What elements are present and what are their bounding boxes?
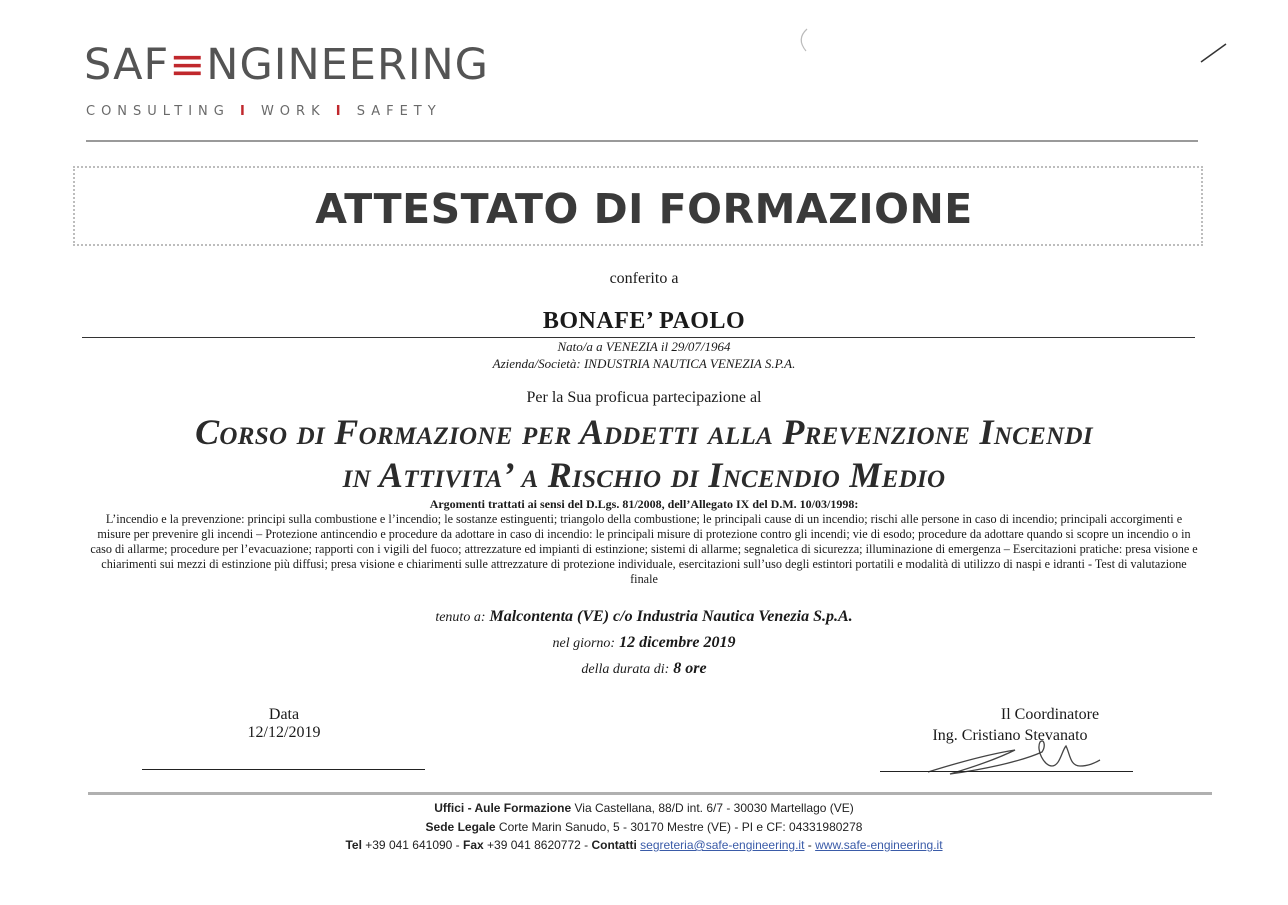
header-divider [86, 140, 1198, 142]
tagline-work: WORK [260, 104, 326, 119]
offices-value: Via Castellana, 88/D int. 6/7 - 30030 Martellago (VE) [574, 801, 854, 815]
tagline-safety: SAFETY [356, 104, 442, 119]
course-day [0, 634, 1288, 652]
recipient-name: BONAFE’ PAOLO [542, 308, 746, 334]
legal-value: Corte Marin Sanudo, 5 - 30170 Mestre (VE) - PI e CF: 04331980278 [498, 820, 863, 834]
contacts-dash: - [807, 838, 812, 852]
logo-tagline [86, 104, 442, 119]
course-title-line2: in Attivita’ a Rischio di Incendio Medio [342, 455, 946, 495]
email-link[interactable]: segreteria@safe-engineering.it [640, 838, 805, 852]
tel-label: Tel [345, 838, 362, 852]
pen-mark [1198, 40, 1230, 66]
name-underline [82, 337, 1195, 338]
duration-label: della durata di: [581, 662, 670, 677]
fax-value: +39 041 8620772 - [487, 838, 589, 852]
conferred-to-text: conferito a [609, 270, 679, 287]
tagline-separator: I [335, 104, 347, 119]
topics-body: L’incendio e la prevenzione: principi sulla combustione e l’incendio; le sostanze estinguenti; triangolo della combustione; le principali cause di un incendio; rischi alle persone in caso di incendio; principali accorgimenti e misure per prevenire gli incendi – Protezione antincendio e procedure da adottare in caso di incendio: le principali misure di protezione contro gli incendi; vie di esodo; procedure da adottare quando si scopre un incendio o in caso di allarme; procedure per l’evacuazione; rapporti con i vigili del fuoco; attrezzature ed impianti di estinzione; sistemi di allarme; segnaletica di sicurezza; illuminazione di emergenza – Esercitazioni pratiche: presa visione e chiarimenti sui mezzi di estinzione più diffusi; presa visione e chiarimenti sulle attrezzature di protezione individuale, esercitazioni sull’uso degli estintori portatili e modalità di utilizzo di naspi e idranti - Test di valutazione finale [90, 512, 1198, 586]
logo-text-part1: SAF [84, 40, 170, 90]
date-signature-line [142, 769, 425, 770]
tel-value: +39 041 641090 - [365, 838, 460, 852]
fax-label: Fax [463, 838, 484, 852]
recipient-company: Azienda/Società: INDUSTRIA NAUTICA VENEZIA S.P.A. [492, 356, 796, 371]
date-value: 12/12/2019 [247, 724, 321, 741]
coordinator-label: Il Coordinatore [1000, 706, 1100, 723]
certificate-title: ATTESTATO DI FORMAZIONE [315, 185, 973, 233]
coordinator-signature-line [880, 771, 1133, 772]
topics-heading: Argomenti trattati ai sensi del D.Lgs. 81/2008, dell’Allegato IX del D.M. 10/03/1998: [429, 497, 859, 511]
participation-text: Per la Sua proficua partecipazione al [526, 389, 762, 406]
website-link[interactable]: www.safe-engineering.it [815, 838, 943, 852]
offices-label: Uffici - Aule Formazione [434, 801, 572, 815]
footer-offices [0, 801, 1288, 815]
tagline-separator: I [239, 104, 251, 119]
held-at [0, 608, 1288, 626]
coordinator-name: Ing. Cristiano Stevanato [932, 727, 1088, 744]
footer-contacts [0, 838, 1288, 852]
tagline-consulting: CONSULTING [86, 104, 230, 119]
coordinator-signature [920, 732, 1120, 782]
footer-divider [88, 792, 1212, 795]
legal-label: Sede Legale [425, 820, 496, 834]
duration-value: 8 ore [673, 660, 707, 677]
logo-accent: ≡ [169, 40, 207, 90]
held-label: tenuto a: [435, 610, 486, 625]
date-label: Data [268, 706, 300, 723]
footer-legal [0, 820, 1288, 834]
company-logo [84, 40, 489, 90]
contacts-label: Contatti [591, 838, 637, 852]
recipient-birth: Nato/a a VENEZIA il 29/07/1964 [557, 339, 731, 354]
held-value: Malcontenta (VE) c/o Industria Nautica Venezia S.p.A. [489, 608, 853, 625]
day-label: nel giorno: [552, 636, 616, 651]
bracket-mark [793, 26, 813, 54]
day-value: 12 dicembre 2019 [619, 634, 736, 651]
course-title-line1: Corso di Formazione per Addetti alla Prevenzione Incendi [195, 412, 1093, 452]
logo-text-part2: NGINEERING [206, 40, 489, 90]
course-duration [0, 660, 1288, 678]
